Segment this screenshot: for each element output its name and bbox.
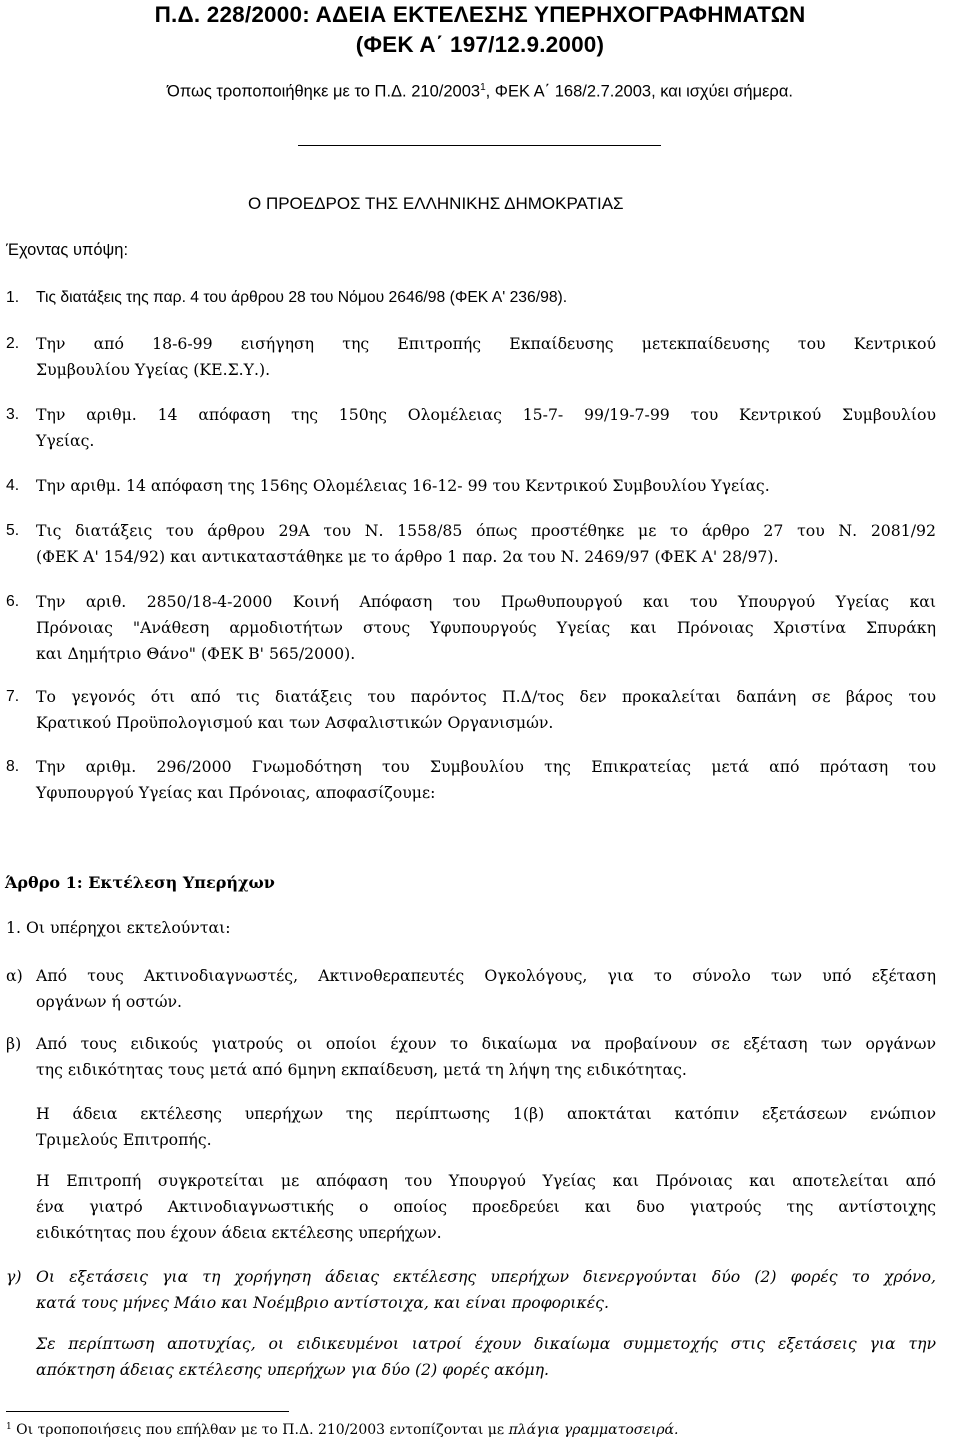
- list-item-text: οργάνων ή οστών.: [36, 992, 183, 1011]
- footnote-text: Οι τροποποιήσεις που επήλθαν με το Π.Δ. 210/2003 εντοπίζονται με: [11, 1422, 509, 1438]
- article-paragraph-text: 1. Οι υπέρηχοι εκτελούνται:: [6, 918, 231, 937]
- list-item-text: Υγείας.: [36, 431, 95, 450]
- list-item-text: Πρόνοιας "Ανάθεση αρμοδιοτήτων στους Υφυπουργούς Υγείας και Πρόνοιας Χριστίνα Σπυράκη: [36, 618, 936, 637]
- article-paragraph: [6, 915, 936, 941]
- list-item-text: της ειδικότητας τους μετά από 6μηνη εκπαίδευση, μετά τη λήψη της ειδικότητας.: [36, 1060, 687, 1079]
- list-item-text: Συμβουλίου Υγείας (ΚΕ.Σ.Υ.).: [36, 360, 271, 379]
- subtitle-text-rest: , ΦΕΚ Α΄ 168/2.7.2003, και ισχύει σήμερα.: [485, 82, 793, 101]
- list-item-text: Την από 18-6-99 εισήγηση της Επιτροπής Εκπαίδευσης μετεκπαίδευσης του Κεντρικού: [36, 334, 936, 353]
- list-item-label: α): [6, 966, 23, 985]
- footnote-text-italic: πλάγια γραμματοσειρά.: [508, 1422, 679, 1438]
- article-paragraph: [36, 1331, 936, 1383]
- list-item-text: κατά τους μήνες Μάιο και Νοέμβριο αντίστοιχα, και είναι προφορικές.: [36, 1293, 609, 1312]
- article-paragraph-text: Σε περίπτωση αποτυχίας, οι ειδικευμένοι ιατροί έχουν δικαίωμα συμμετοχής στις εξετάσεις για την: [36, 1334, 936, 1353]
- article-paragraph-text: Η Επιτροπή συγκροτείται με απόφαση του Υπουργού Υγείας και Πρόνοιας και αποτελείται από: [36, 1171, 936, 1190]
- list-item-text: Την αριθμ. 14 απόφαση της 150ης Ολομέλειας 15-7- 99/19-7-99 του Κεντρικού Συμβουλίου: [36, 405, 936, 424]
- list-item-text: Οι εξετάσεις για τη χορήγηση άδειας εκτέλεσης υπερήχων διενεργούνται δύο (2) φορές το χρόνο,: [36, 1267, 936, 1286]
- footnote: [6, 1418, 678, 1439]
- footnote-ref[interactable]: 1: [480, 82, 486, 93]
- list-item-text: και Δημήτριο Θάνο" (ΦΕΚ Β' 565/2000).: [36, 644, 356, 663]
- list-item-number: 7.: [6, 688, 20, 705]
- document-title-line-1: Π.Δ. 228/2000: ΑΔΕΙΑ ΕΚΤΕΛΕΣΗΣ ΥΠΕΡΗΧΟΓΡΑΦΗΜΑΤΩΝ: [154, 2, 806, 27]
- document-title-line-2: (ΦΕΚ Α΄ 197/12.9.2000): [355, 32, 605, 57]
- article-paragraph-text: απόκτηση άδειας εκτέλεσης υπερήχων για δύο (2) φορές ακόμη.: [36, 1360, 550, 1379]
- list-item-text: Τις διατάξεις της παρ. 4 του άρθρου 28 του Νόμου 2646/98 (ΦΕΚ Α' 236/98).: [36, 289, 568, 306]
- list-item-text: (ΦΕΚ Α' 154/92) και αντικαταστάθηκε με το άρθρο 1 παρ. 2α του Ν. 2469/97 (ΦΕΚ Α' 28/97).: [36, 547, 779, 566]
- list-item-text: Το γεγονός ότι από τις διατάξεις του παρόντος Π.Δ/τος δεν προκαλείται δαπάνη σε βάρος του: [36, 687, 936, 706]
- article-paragraph: [36, 1168, 936, 1246]
- footnote-divider: [6, 1411, 289, 1412]
- list-item-text: Τις διατάξεις του άρθρου 29Α του Ν. 1558/85 όπως προστέθηκε με το άρθρο 27 του Ν. 2081/92: [36, 521, 936, 540]
- list-item-number: 1.: [6, 289, 20, 306]
- list-item-number: 5.: [6, 522, 20, 539]
- article-paragraph: [36, 1101, 936, 1153]
- footnote-number: 1: [6, 1422, 12, 1432]
- list-item-text: Την αριθμ. 14 απόφαση της 156ης Ολομέλειας 16-12- 99 του Κεντρικού Συμβουλίου Υγείας.: [36, 476, 770, 495]
- article-paragraph-text: ένα γιατρό Ακτινοδιαγνωστικής ο οποίος προεδρεύει και δυο γιατρούς της αντίστοιχης: [36, 1197, 936, 1216]
- list-item-number: 2.: [6, 335, 20, 352]
- list-item-text: Από τους ειδικούς γιατρούς οι οποίοι έχουν το δικαίωμα να προβαίνουν σε εξέταση των οργάνων: [36, 1034, 936, 1053]
- list-item-text: Από τους Ακτινοδιαγνωστές, Ακτινοθεραπευτές Ογκολόγους, για το σύνολο των υπό εξέταση: [36, 966, 936, 985]
- list-item-number: 3.: [6, 406, 20, 423]
- list-item-number: 8.: [6, 758, 20, 775]
- list-item-text: Την αριθμ. 296/2000 Γνωμοδότηση του Συμβουλίου της Επικρατείας μετά από πρόταση του: [36, 757, 936, 776]
- president-heading: Ο ΠΡΟΕΔΡΟΣ ΤΗΣ ΕΛΛΗΝΙΚΗΣ ΔΗΜΟΚΡΑΤΙΑΣ: [248, 194, 624, 213]
- list-item-text: Υφυπουργού Υγείας και Πρόνοιας, αποφασίζουμε:: [36, 783, 436, 802]
- article-paragraph-text: ειδικότητας που έχουν άδεια εκτέλεσης υπερήχων.: [36, 1223, 442, 1242]
- document-subtitle: [0, 77, 960, 103]
- subtitle-text: Όπως τροποποιήθηκε με το Π.Δ. 210/2003: [167, 82, 481, 101]
- article-paragraph-text: Η άδεια εκτέλεσης υπερήχων της περίπτωσης 1(β) αποκτάται κατόπιν εξετάσεων ενώπιον: [36, 1104, 936, 1123]
- list-item-label: β): [6, 1034, 22, 1053]
- list-item-label: γ): [6, 1267, 22, 1286]
- considering-heading: Έχοντας υπόψη:: [6, 241, 129, 259]
- list-item-number: 4.: [6, 477, 20, 494]
- article-paragraph-text: Τριμελούς Επιτροπής.: [36, 1130, 212, 1149]
- horizontal-divider: [298, 145, 661, 146]
- list-item-text: Την αριθ. 2850/18-4-2000 Κοινή Απόφαση του Πρωθυπουργού και του Υπουργού Υγείας και: [36, 592, 936, 611]
- list-item-number: 6.: [6, 593, 20, 610]
- list-item-text: Κρατικού Προϋπολογισμού και των Ασφαλιστικών Οργανισμών.: [36, 713, 554, 732]
- article-heading: Άρθρο 1: Εκτέλεση Υπερήχων: [5, 873, 275, 892]
